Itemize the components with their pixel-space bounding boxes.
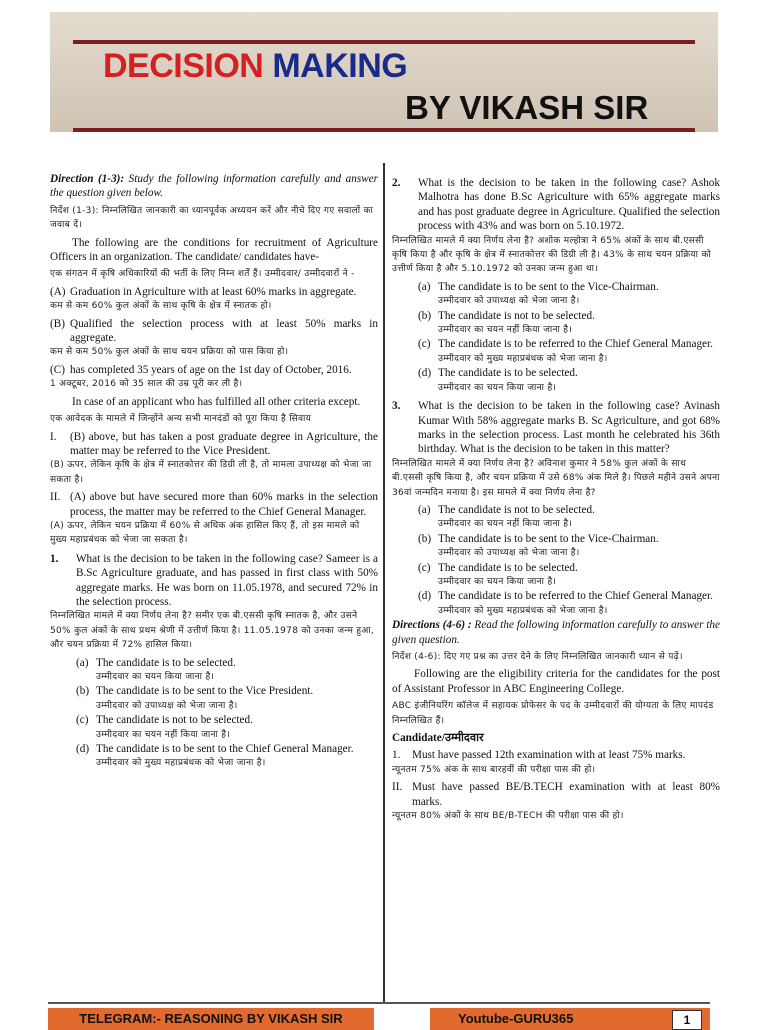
option-text: The candidate is to be sent to the Vice President. xyxy=(96,685,314,698)
page-title: DECISION MAKING xyxy=(103,47,408,85)
answer-option xyxy=(392,366,720,395)
hindi-text: (B) ऊपर, लेकिन कृषि के क्षेत्र में स्नातकोत्तर की डिग्री ली है, तो मामला उपाध्यक्ष को भेजा जा सकता है। xyxy=(50,460,372,485)
option-text: The candidate is to be sent to the Vice-Chairman. xyxy=(438,532,659,545)
hindi-text: निम्नलिखित मामले में क्या निर्णय लेना है? अविनाश कुमार ने 58% कुल अंकों के साथ बी.एससी कृषि किया है, और चयन प्रक्रिया में उसे 68% अंक मिले है। पिछले महीने उसने अपना 36वां जन्मदिन मनाया है। इस मामले में क्या निर्णय लेना है? xyxy=(392,458,720,498)
option-label: (b) xyxy=(418,309,432,322)
option-hindi: उम्मीदवार का चयन नहीं किया जाना है। xyxy=(438,325,573,336)
criteria-text: Qualified the selection process with at least 50% marks in aggregate. xyxy=(70,317,378,345)
criteria-label: II. xyxy=(50,491,61,504)
answer-option xyxy=(50,742,378,771)
answer-option xyxy=(392,337,720,366)
criteria-item xyxy=(50,317,378,346)
option-body xyxy=(438,337,713,366)
option-text: The candidate is not to be selected. xyxy=(438,309,595,322)
header-rule-bottom xyxy=(73,128,695,132)
question xyxy=(50,552,378,610)
option-hindi: उम्मीदवार का चयन किया जाना है। xyxy=(438,382,557,393)
option-label: (d) xyxy=(418,367,432,380)
question-text: What is the decision to be taken in the following case? Avinash Kumar With 58% aggregate marks B. Sc Agriculture, and got 68% marks in the selection process. Last month he celebrated his 36th birthday. What is the decision to be taken in this matter? xyxy=(418,400,720,456)
option-hindi: उम्मीदवार को उपाध्यक्ष को भेजा जाना है। xyxy=(438,548,580,559)
criteria-text: has completed 35 years of age on the 1st day of October, 2016. xyxy=(70,363,352,376)
option-hindi: उम्मीदवार का चयन नहीं किया जाना है। xyxy=(96,729,231,740)
option-body xyxy=(438,532,659,561)
option-hindi: उम्मीदवार को मुख्य महाप्रबंधक को भेजा जाना है। xyxy=(438,353,608,364)
option-hindi: उम्मीदवार को मुख्य महाप्रबंधक को भेजा जाना है। xyxy=(438,605,608,616)
hindi-text: एक आवेदक के मामले में जिन्होंने अन्य सभी मानदंडों को पूरा किया है सिवाय xyxy=(50,414,312,425)
section-heading: Candidate/उम्मीदवार xyxy=(392,732,484,745)
criteria-text: Must have passed BE/B.TECH examination with at least 80% marks. xyxy=(412,781,720,808)
criteria-label: I. xyxy=(50,430,57,443)
option-label: (b) xyxy=(418,532,432,545)
option-label: (c) xyxy=(418,338,431,351)
criteria-item xyxy=(50,430,378,459)
option-hindi: उम्मीदवार को उपाध्यक्ष को भेजा जाना है। xyxy=(96,700,238,711)
hindi-text: निम्नलिखित मामले में क्या निर्णय लेना है? समीर एक बी.एससी कृषि स्नातक है, और उसने 50% कुल अंकों के साथ प्रथम श्रेणी में उत्तीर्ण किया है। 11.05.1978 को उनका जन्म हुआ, और चयन प्रक्रिया में 72% हासिल किया। xyxy=(50,611,375,651)
hindi-text: ABC इंजीनियरिंग कॉलेज में सहायक प्रोफेसर के पद के उम्मीदवारों की योग्यता के लिए मापदंड निम्नलिखित हैं। xyxy=(392,701,714,726)
column-divider xyxy=(383,163,385,1003)
option-body xyxy=(96,742,354,771)
hindi-text: 1 अक्टूबर, 2016 को 35 साल की उम्र पूरी कर ली है। xyxy=(50,379,243,390)
answer-option xyxy=(50,684,378,713)
criteria-label: II. xyxy=(392,781,403,794)
criteria-item xyxy=(50,285,378,299)
option-body xyxy=(438,589,713,618)
option-text: The candidate is not to be selected. xyxy=(438,503,595,516)
left-column xyxy=(50,172,378,771)
hindi-text: एक संगठन में कृषि अधिकारियों की भर्ती के लिए निम्न शर्तें हैं। उम्मीदवार/ उम्मीदवारों ने - xyxy=(50,269,355,280)
option-text: The candidate is to be referred to the Chief General Manager. xyxy=(438,590,713,603)
option-text: The candidate is to be selected. xyxy=(96,656,236,669)
paragraph: Following are the eligibility criteria for the candidates for the post of Assistant Professor in ABC Engineering College. xyxy=(392,668,720,695)
hindi-text: न्यूनतम 75% अंक के साथ बारहवीं की परीक्षा पास की हो। xyxy=(392,764,596,775)
criteria-label: (C) xyxy=(50,363,65,376)
option-text: The candidate is to be sent to the Chief General Manager. xyxy=(96,743,354,756)
criteria-item xyxy=(50,490,378,519)
option-label: (a) xyxy=(76,656,89,669)
question xyxy=(392,399,720,457)
option-text: The candidate is to be selected. xyxy=(438,367,578,380)
option-label: (d) xyxy=(418,590,432,603)
hindi-text: निर्देश (4-6): दिए गए प्रश्न का उत्तर देने के लिए निम्नलिखित जानकारी ध्यान से पढ़ें। xyxy=(392,652,683,662)
direction-text: Directions (4-6) : Read the following information carefully to answer the given question. xyxy=(392,619,720,646)
answer-option xyxy=(392,503,720,532)
question-text: What is the decision to be taken in the following case? Sameer is a B.Sc Agriculture graduate, and has passed in first class with 50% aggregate marks. He was born on 11.05.1978, and secured 72% in the selection process. xyxy=(76,552,378,608)
option-body xyxy=(96,684,313,713)
criteria-text: Graduation in Agriculture with at least 60% marks in aggregate. xyxy=(70,285,357,298)
answer-option xyxy=(392,280,720,309)
paragraph: The following are the conditions for recruitment of Agriculture Officers in an organization. The candidate/ candidates have- xyxy=(50,236,378,264)
answer-option xyxy=(50,656,378,685)
question-text: What is the decision to be taken in the following case? Ashok Malhotra has done B.Sc Agriculture with 65% aggregate marks and has post graduate degree in Agriculture. Qualified the selection process with 43% and was born on 5.10.1972. xyxy=(418,177,720,233)
hindi-text: (A) ऊपर, लेकिन चयन प्रक्रिया में 60% से अधिक अंक हासिल किए हैं, तो इस मामले को मुख्य महाप्रबंधक को भेजा जा सकता है। xyxy=(50,520,360,546)
footer-youtube: Youtube-GURU365 1 xyxy=(430,1008,710,1030)
option-label: (b) xyxy=(76,685,90,698)
page-number: 1 xyxy=(672,1010,702,1030)
footer-telegram: TELEGRAM:- REASONING BY VIKASH SIR xyxy=(48,1008,374,1030)
criteria-label: (B) xyxy=(50,317,65,330)
answer-option xyxy=(392,561,720,590)
hindi-text: कम से कम 50% कुल अंकों के साथ चयन प्रक्रिया को पास किया हो। xyxy=(50,347,289,358)
option-hindi: उम्मीदवार का चयन किया जाना है। xyxy=(438,576,557,587)
option-body xyxy=(96,713,253,742)
paragraph: In case of an applicant who has fulfilled all other criteria except. xyxy=(72,395,361,408)
footer-rule xyxy=(48,1002,710,1004)
option-label: (c) xyxy=(76,714,89,727)
criteria-text: Must have passed 12th examination with at least 75% marks. xyxy=(412,749,686,762)
option-hindi: उम्मीदवार को मुख्य महाप्रबंधक को भेजा जाना है। xyxy=(96,758,266,769)
right-column xyxy=(392,172,720,826)
hindi-text: निर्देश (1-3): निम्नलिखित जानकारी का ध्यानपूर्वक अध्ययन करें और नीचे दिए गए सवालों का जवाब दें। xyxy=(50,205,374,231)
option-body xyxy=(438,561,578,590)
option-hindi: उम्मीदवार का चयन किया जाना है। xyxy=(96,672,215,682)
option-body xyxy=(438,366,578,395)
direction-label: Directions (4-6) : xyxy=(392,619,472,632)
answer-option xyxy=(50,713,378,742)
criteria-item xyxy=(50,363,378,377)
criteria-text: (B) above, but has taken a post graduate degree in Agriculture, the matter may be referred to the Vice President. xyxy=(70,430,378,457)
criteria-item xyxy=(392,780,720,809)
question-number: 2. xyxy=(392,177,401,189)
answer-option xyxy=(392,532,720,561)
option-body xyxy=(438,309,595,338)
option-body xyxy=(438,280,659,309)
question xyxy=(392,176,720,234)
criteria-text: (A) above but have secured more than 60% marks in the selection process, the matter may be referred to the Chief General Manager. xyxy=(70,491,378,518)
option-label: (a) xyxy=(418,280,431,293)
option-body xyxy=(96,656,236,685)
criteria-label: (A) xyxy=(50,285,66,298)
option-label: (c) xyxy=(418,561,431,574)
option-text: The candidate is to be sent to the Vice-Chairman. xyxy=(438,280,659,293)
direction-text: Direction (1-3): Study the following information carefully and answer the question given below. xyxy=(50,173,378,200)
page-subtitle: BY VIKASH SIR xyxy=(405,89,649,126)
option-label: (a) xyxy=(418,503,431,516)
hindi-text: न्यूनतम 80% अंकों के साथ BE/B-TECH की परीक्षा पास की हो। xyxy=(392,811,624,822)
option-hindi: उम्मीदवार का चयन नहीं किया जाना है। xyxy=(438,519,573,530)
option-label: (d) xyxy=(76,743,90,756)
answer-option xyxy=(392,309,720,338)
question-number: 3. xyxy=(392,400,401,413)
header-rule-top xyxy=(73,40,695,44)
option-text: The candidate is to be referred to the Chief General Manager. xyxy=(438,338,713,351)
criteria-label: 1. xyxy=(392,749,401,762)
option-text: The candidate is to be selected. xyxy=(438,561,578,574)
direction-label: Direction (1-3): xyxy=(50,173,125,185)
question-number: 1. xyxy=(50,552,59,565)
hindi-text: कम से कम 60% कुल अंकों के साथ कृषि के क्षेत्र में स्नातक हो। xyxy=(50,301,272,312)
answer-option xyxy=(392,589,720,618)
option-text: The candidate is not to be selected. xyxy=(96,714,253,727)
option-body xyxy=(438,503,595,532)
option-hindi: उम्मीदवार को उपाध्यक्ष को भेजा जाना है। xyxy=(438,296,580,307)
hindi-text: निम्नलिखित मामले में क्या निर्णय लेना है? अशोक मल्होत्रा ने 65% अंकों के साथ बी.एससी कृषि किया है और कृषि के क्षेत्र में स्नातकोत्तर की डिग्री ली है। 43% के साथ चयन प्रक्रिया को उत्तीर्ण किया है और 5.10.1972 को उनका जन्म हुआ था। xyxy=(392,235,711,275)
criteria-item xyxy=(392,748,720,762)
